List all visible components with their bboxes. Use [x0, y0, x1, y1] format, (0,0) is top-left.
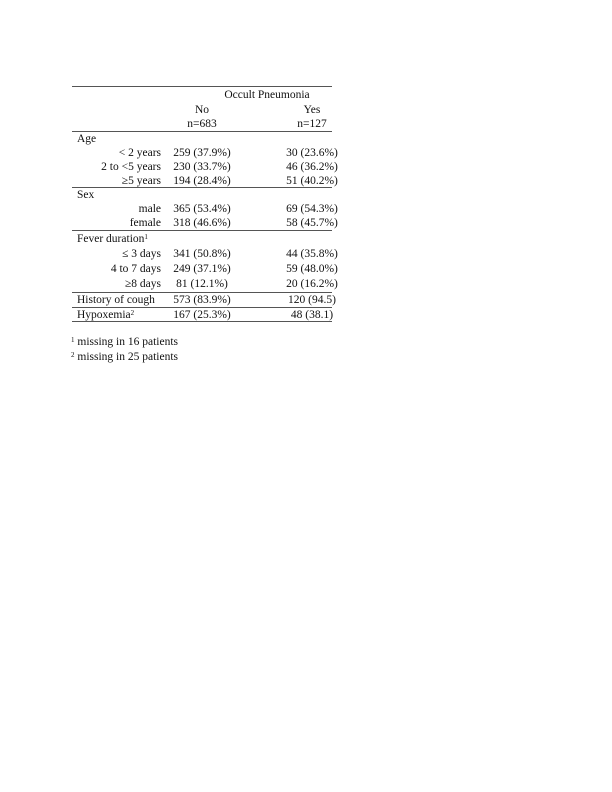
cell-yes: 120 (94.5) — [288, 294, 336, 306]
table-top-rule — [72, 86, 332, 87]
cell-no: 341 (50.8%) — [173, 248, 231, 260]
row-label: male — [138, 203, 161, 215]
row-label: 2 to <5 years — [101, 161, 161, 173]
cell-no: 81 (12.1%) — [176, 278, 228, 290]
cell-yes: 59 (48.0%) — [286, 263, 338, 275]
n-no: n=683 — [187, 118, 217, 130]
cell-no: 573 (83.9%) — [173, 294, 231, 306]
cell-yes: 69 (54.3%) — [286, 203, 338, 215]
footnote-mark: 2 — [130, 309, 135, 317]
section-rule — [72, 230, 332, 231]
col-header-no: No — [194, 104, 210, 116]
cell-yes: 46 (36.2%) — [286, 161, 338, 173]
section-title-fever: Fever duration$^1$ — [77, 233, 148, 245]
cell-yes: 48 (38.1) — [290, 309, 334, 321]
cell-yes: 30 (23.6%) — [286, 147, 338, 159]
row-label: ≥8 days — [124, 278, 161, 290]
cell-no: 259 (37.9%) — [173, 147, 231, 159]
row-label-hypoxemia: Hypoxemia$^2$ — [77, 309, 135, 321]
n-yes: n=127 — [297, 118, 327, 130]
row-label: 4 to 7 days — [110, 263, 161, 275]
section-title-age: Age — [77, 133, 97, 145]
cell-yes: 20 (16.2%) — [286, 278, 338, 290]
cell-yes: 58 (45.7%) — [286, 217, 338, 229]
cell-no: 365 (53.4%) — [173, 203, 231, 215]
header-rule — [72, 131, 332, 132]
row-label: ≤ 3 days — [122, 248, 161, 260]
group-title: Occult Pneumonia — [224, 89, 310, 101]
row-label: < 2 years — [118, 147, 161, 159]
footnote-2: $^2$ missing in 25 patients — [71, 351, 178, 363]
cell-yes: 51 (40.2%) — [286, 175, 338, 187]
cell-no: 318 (46.6%) — [173, 217, 231, 229]
footnote-1: $^1$ missing in 16 patients — [71, 336, 178, 348]
cell-no: 194 (28.4%) — [173, 175, 231, 187]
cell-no: 249 (37.1%) — [173, 263, 231, 275]
col-header-yes: Yes — [303, 104, 321, 116]
row-label: female — [129, 217, 161, 229]
cell-no: 167 (25.3%) — [173, 309, 231, 321]
cell-yes: 44 (35.8%) — [286, 248, 338, 260]
section-title-sex: Sex — [77, 189, 95, 201]
footnote-mark: 1 — [144, 233, 148, 241]
row-label-cough: History of cough — [77, 294, 155, 306]
table-bottom-rule — [72, 321, 332, 322]
section-rule — [72, 187, 332, 188]
cell-no: 230 (33.7%) — [173, 161, 231, 173]
row-label: ≥5 years — [121, 175, 161, 187]
